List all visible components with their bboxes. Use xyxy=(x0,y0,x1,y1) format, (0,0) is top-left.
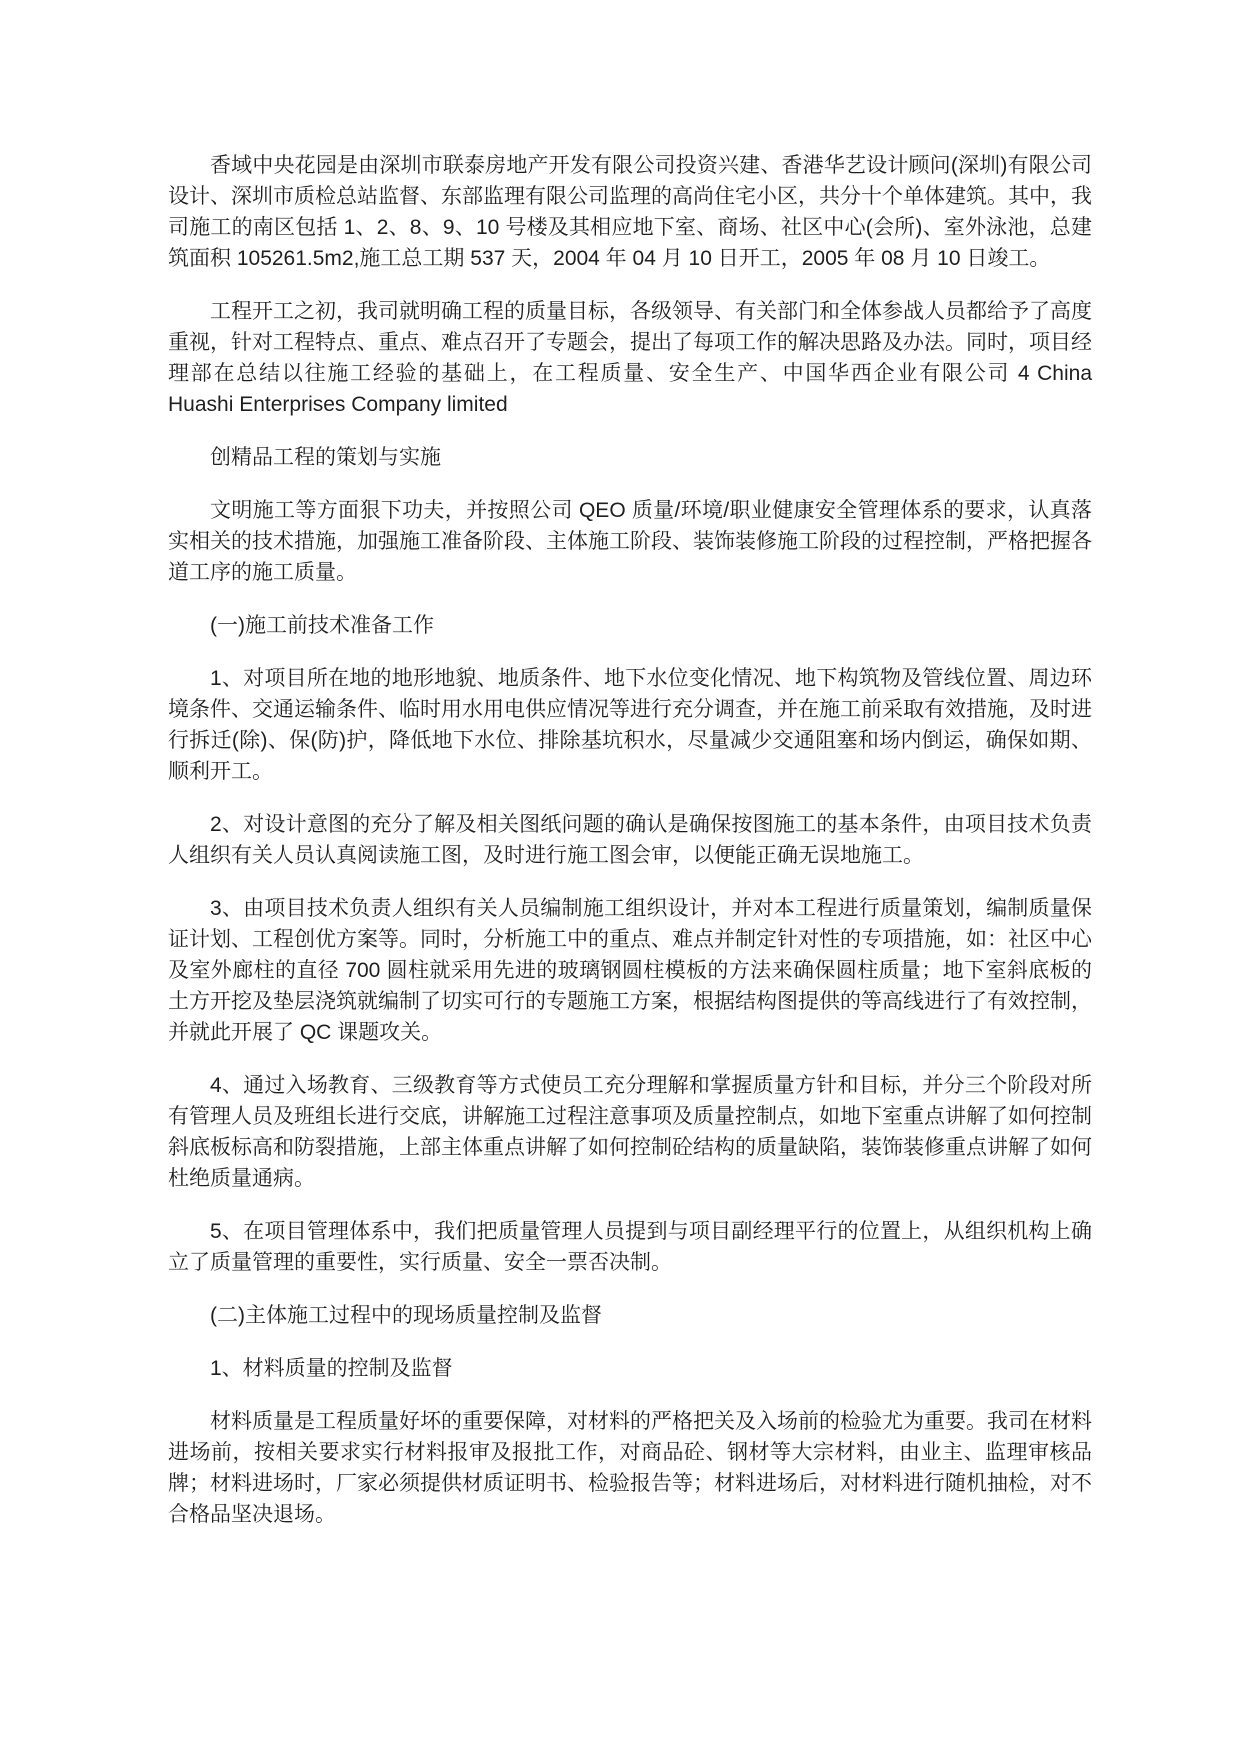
paragraph-quality-goals: 工程开工之初，我司就明确工程的质量目标，各级领导、有关部门和全体参战人员都给予了高度重视，针对工程特点、重点、难点召开了专题会，提出了每项工作的解决思路及办法。同时，项目经理部在总结以往施工经验的基础上，在工程质量、安全生产、中国华西企业有限公司 4 China Huashi Enterprises Company limited xyxy=(168,300,1092,416)
paragraph-item-5-management-system: 5、在项目管理体系中，我们把质量管理人员提到与项目副经理平行的位置上，从组织机构上确立了质量管理的重要性，实行质量、安全一票否决制。 xyxy=(168,1220,1092,1274)
section-heading-pre-construction: (一)施工前技术准备工作 xyxy=(210,614,434,637)
paragraph-item-2-design-intent: 2、对设计意图的充分了解及相关图纸问题的确认是确保按图施工的基本条件，由项目技术负责人组织有关人员认真阅读施工图，及时进行施工图会审，以便能正确无误地施工。 xyxy=(168,813,1092,867)
paragraph-civilized-construction: 文明施工等方面狠下功夫，并按照公司 QEO 质量/环境/职业健康安全管理体系的要求，认真落实相关的技术措施，加强施工准备阶段、主体施工阶段、装饰装修施工阶段的过程控制，严格把握各道工序的施工质量。 xyxy=(168,499,1092,584)
paragraph-material-quality: 材料质量是工程质量好坏的重要保障，对材料的严格把关及入场前的检验尤为重要。我司在材料进场前，按相关要求实行材料报审及报批工作，对商品砼、钢材等大宗材料，由业主、监理审核品牌；材料进场时，厂家必须提供材质证明书、检验报告等；材料进场后，对材料进行随机抽检，对不合格品坚决退场。 xyxy=(168,1410,1092,1526)
paragraph-item-4-training: 4、通过入场教育、三级教育等方式使员工充分理解和掌握质量方针和目标，并分三个阶段对所有管理人员及班组长进行交底，讲解施工过程注意事项及质量控制点，如地下室重点讲解了如何控制斜底板标高和防裂措施，上部主体重点讲解了如何控制砼结构的质量缺陷，装饰装修重点讲解了如何杜绝质量通病。 xyxy=(168,1074,1092,1190)
subsection-heading-material-quality: 1、材料质量的控制及监督 xyxy=(210,1357,453,1380)
section-heading-site-quality-control: (二)主体施工过程中的现场质量控制及监督 xyxy=(210,1304,602,1327)
paragraph-item-3-construction-design: 3、由项目技术负责人组织有关人员编制施工组织设计，并对本工程进行质量策划，编制质量保证计划、工程创优方案等。同时，分析施工中的重点、难点并制定针对性的专项措施，如：社区中心及室外廊柱的直径 700 圆柱就采用先进的玻璃钢圆柱模板的方法来确保圆柱质量；地下室斜底板的土方开挖及垫层浇筑就编制了切实可行的专题施工方案，根据结构图提供的等高线进行了有效控制，并就此开展了 QC 课题攻关。 xyxy=(168,897,1092,1044)
paragraph-project-overview: 香域中央花园是由深圳市联泰房地产开发有限公司投资兴建、香港华艺设计顾问(深圳)有限公司设计、深圳市质检总站监督、东部监理有限公司监理的高尚住宅小区，共分十个单体建筑。其中，我司施工的南区包括 1、2、8、9、10 号楼及其相应地下室、商场、社区中心(会所)、室外泳池，总建筑面积 105261.5m2,施工总工期 537 天，2004 年 04 月 10 日开工，2005 年 08 月 10 日竣工。 xyxy=(168,154,1092,270)
heading-boutique-project-planning: 创精品工程的策划与实施 xyxy=(210,446,441,469)
paragraph-item-1-site-survey: 1、对项目所在地的地形地貌、地质条件、地下水位变化情况、地下构筑物及管线位置、周边环境条件、交通运输条件、临时用水用电供应情况等进行充分调查，并在施工前采取有效措施，及时进行拆迁(除)、保(防)护，降低地下水位、排除基坑积水，尽量减少交通阻塞和场内倒运，确保如期、顺利开工。 xyxy=(168,667,1092,783)
